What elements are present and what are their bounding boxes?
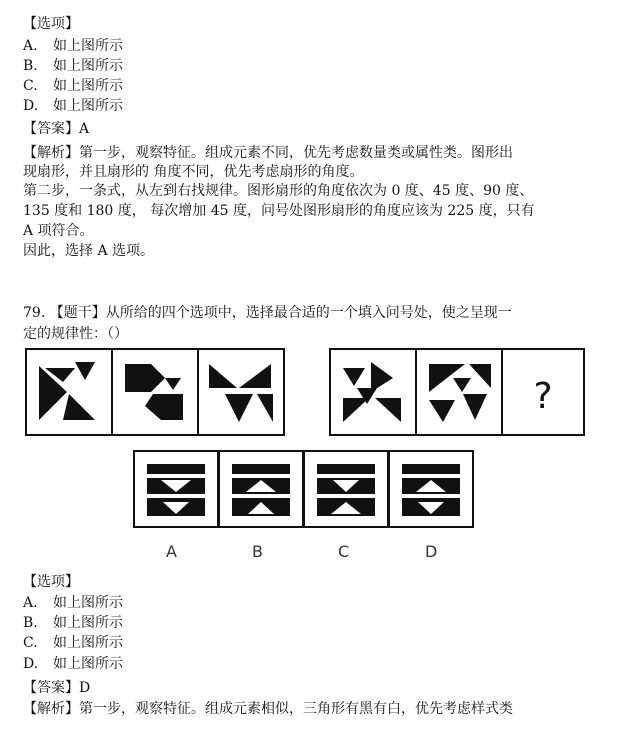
option-text: 如上图所示	[53, 656, 123, 672]
analysis-line: 【解析】第一步，观察特征。组成元素相似，三角形有黑有白，优先考虑样式类	[23, 701, 513, 717]
option-letter: D.	[23, 656, 39, 672]
question-stem: 定的规律性：（）	[23, 326, 128, 342]
answer-options-figure	[133, 450, 478, 530]
option-text: 如上图所示	[53, 98, 123, 114]
option-text: 如上图所示	[53, 595, 123, 611]
option-text: 如上图所示	[53, 58, 123, 74]
option-figure-a	[134, 451, 218, 527]
option-c	[23, 77, 123, 96]
option-letter: C.	[23, 78, 38, 94]
question-figure-sequence	[25, 348, 585, 440]
option-letter: A.	[23, 38, 38, 54]
option-caption-d: D	[425, 542, 438, 561]
figure-box-4	[330, 349, 416, 435]
option-letter: B.	[23, 615, 38, 631]
option-caption-c: C	[338, 542, 350, 561]
option-figure-d	[389, 451, 473, 527]
option-b	[23, 57, 123, 76]
option-figure-b	[219, 451, 303, 527]
analysis-line: 135 度和 180 度， 每次增加 45 度，问号处图形扇形的角度应该为 225 度，只有	[23, 203, 535, 219]
option-text: 如上图所示	[53, 78, 123, 94]
option-c	[23, 634, 123, 653]
figure-box-question	[502, 349, 584, 435]
answer-line: 【答案】A	[23, 121, 90, 137]
figure-box-1	[26, 349, 112, 435]
option-text: 如上图所示	[53, 38, 123, 54]
answer-line: 【答案】D	[23, 680, 91, 696]
option-d	[23, 97, 123, 116]
question-mark: ?	[533, 376, 553, 417]
option-a	[23, 37, 123, 56]
options-heading: 【选项】	[23, 16, 79, 32]
option-figure-c	[304, 451, 388, 527]
option-d	[23, 655, 123, 674]
analysis-line: 第二步，一条式，从左到右找规律。图形扇形的角度依次为 0 度、45 度、90 度、	[23, 183, 534, 199]
question-stem: 79. 【题干】从所给的四个选项中，选择最合适的一个填入问号处，使之呈现一	[23, 305, 512, 321]
analysis-line: 【解析】第一步，观察特征。组成元素不同，优先考虑数量类或属性类。图形出	[23, 145, 513, 161]
options-heading: 【选项】	[23, 574, 79, 590]
option-letter: D.	[23, 98, 39, 114]
analysis-line: 现扇形，并且扇形的 角度不同，优先考虑扇形的角度。	[23, 164, 364, 180]
option-letter: C.	[23, 635, 38, 651]
figure-box-5	[416, 349, 502, 435]
figure-box-2	[112, 349, 198, 435]
analysis-line: A 项符合。	[23, 223, 94, 239]
option-text: 如上图所示	[53, 615, 123, 631]
option-caption-a: A	[166, 542, 177, 561]
option-a	[23, 594, 123, 613]
analysis-line: 因此，选择 A 选项。	[23, 243, 155, 259]
option-text: 如上图所示	[53, 635, 123, 651]
option-letter: A.	[23, 595, 38, 611]
option-caption-b: B	[252, 542, 263, 561]
figure-box-3	[198, 349, 284, 435]
option-b	[23, 614, 123, 633]
option-letter: B.	[23, 58, 38, 74]
